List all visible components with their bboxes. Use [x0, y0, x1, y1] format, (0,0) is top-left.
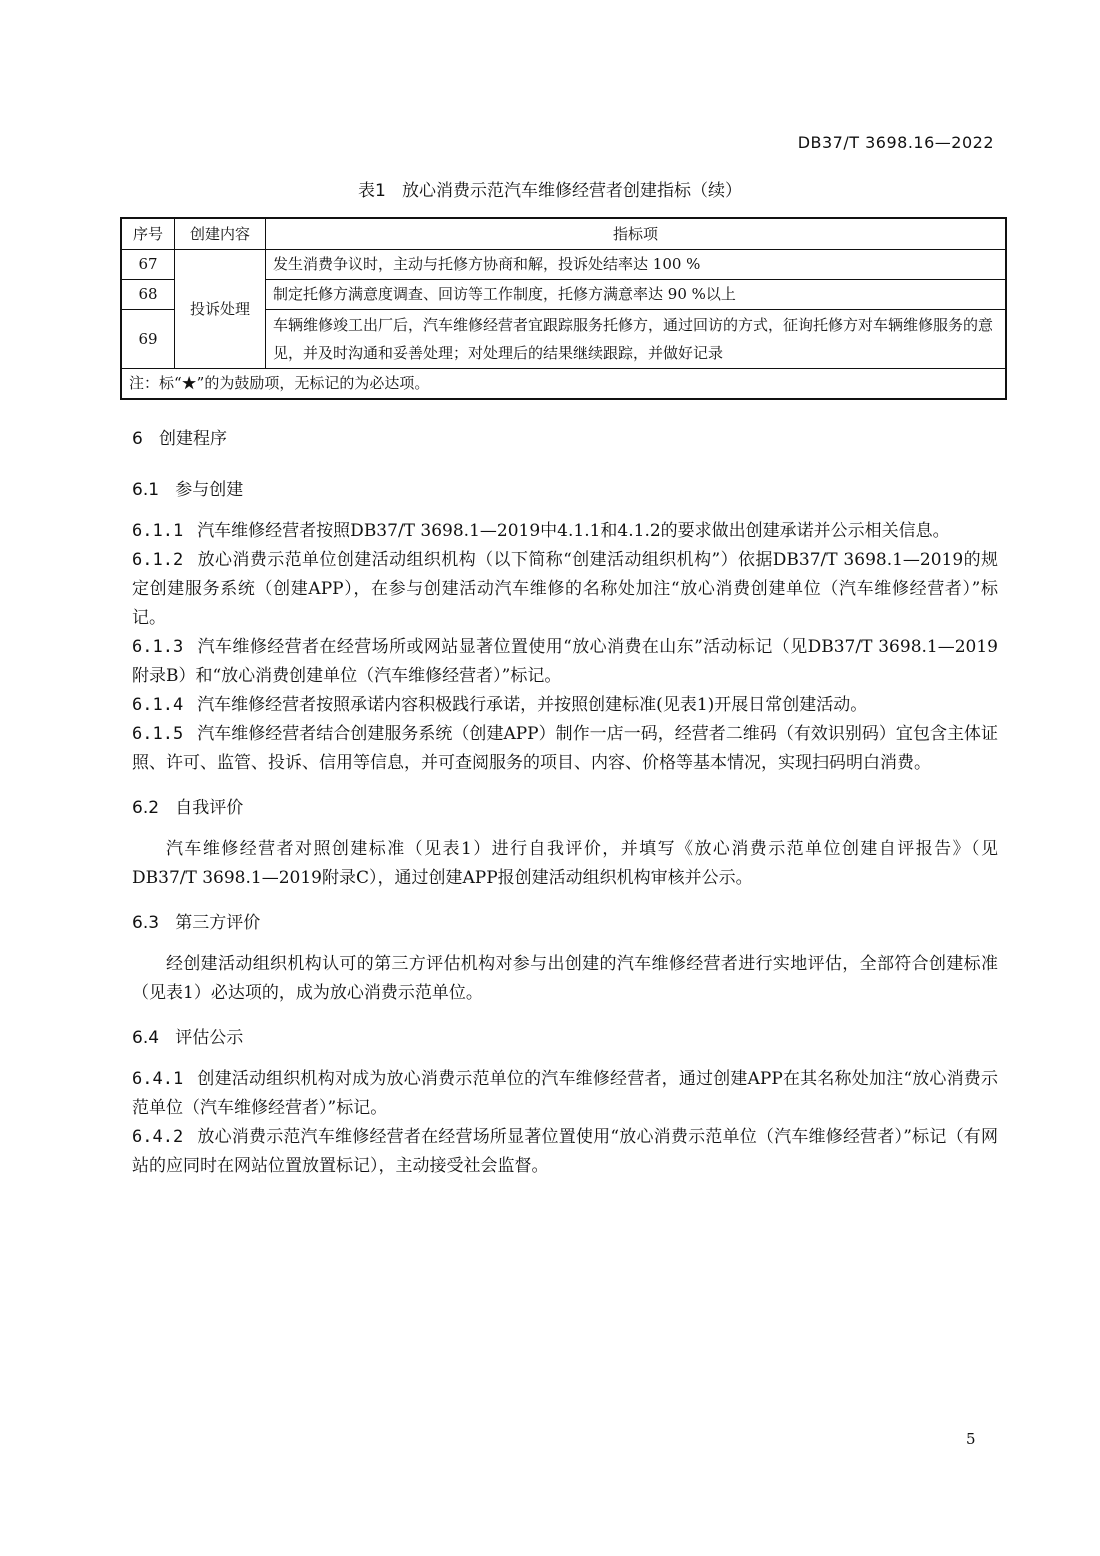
section-heading-6-4: 6.4 评估公示	[132, 1028, 244, 1048]
clause-6-4-2	[132, 1123, 998, 1181]
clause-text: 汽车维修经营者在经营场所或网站显著位置使用“放心消费在山东”活动标记（见DB37/T 3698.1—2019附录B）和“放心消费创建单位（汽车维修经营者）”标记。	[132, 637, 998, 686]
main-content	[132, 425, 998, 1181]
clause-text: 放心消费示范单位创建活动组织机构（以下简称“创建活动组织机构”）依据DB37/T 3698.1—2019的规定创建服务系统（创建APP），在参与创建活动汽车维修的名称处加注“放心消费创建单位（汽车维修经营者）”标记。	[132, 550, 998, 628]
section-heading-6-2: 6.2 自我评价	[132, 798, 244, 818]
clause-number: 6.4.1	[132, 1069, 184, 1089]
col-header-content: 创建内容	[175, 218, 266, 250]
col-header-indicator: 指标项	[266, 218, 1007, 250]
table-note-row	[121, 369, 1006, 400]
clause-text: 汽车维修经营者按照DB37/T 3698.1—2019中4.1.1和4.1.2的要求做出创建承诺并公示相关信息。	[197, 521, 950, 541]
table-row	[121, 250, 1006, 280]
clause-6-1-5	[132, 720, 998, 778]
indicator-text: 车辆维修竣工出厂后，汽车维修经营者宜跟踪服务托修方，通过回访的方式，征询托修方对车辆维修服务的意见，并及时沟通和妥善处理；对处理后的结果继续跟踪，并做好记录	[266, 310, 1007, 369]
clause-6-1-2	[132, 546, 998, 633]
clause-number: 6.1.5	[132, 724, 184, 744]
clause-number: 6.1.3	[132, 637, 184, 657]
section-heading-6: 6 创建程序	[132, 429, 228, 449]
table-header-row	[121, 218, 1006, 250]
clause-6-1-1	[132, 517, 998, 546]
clause-number: 6.1.2	[132, 550, 184, 570]
paragraph-6-3: 经创建活动组织机构认可的第三方评估机构对参与出创建的汽车维修经营者进行实地评估，全部符合创建标准（见表1）必达项的，成为放心消费示范单位。	[132, 954, 998, 1003]
clause-6-1-3	[132, 633, 998, 691]
section-heading-6-3: 6.3 第三方评价	[132, 913, 261, 933]
clause-6-1-4	[132, 691, 998, 720]
page-number: 5	[966, 1430, 976, 1448]
indicator-table	[120, 217, 1007, 400]
clause-text: 创建活动组织机构对成为放心消费示范单位的汽车维修经营者，通过创建APP在其名称处加注“放心消费示范单位（汽车维修经营者）”标记。	[132, 1069, 998, 1118]
indicator-text: 发生消费争议时，主动与托修方协商和解，投诉处结率达 100 %	[266, 250, 1007, 280]
clause-text: 汽车维修经营者结合创建服务系统（创建APP）制作一店一码，经营者二维码（有效识别码）宜包含主体证照、许可、监管、投诉、信用等信息，并可查阅服务的项目、内容、价格等基本情况，实现扫码明白消费。	[132, 724, 998, 773]
row-number: 69	[121, 310, 175, 369]
clause-number: 6.4.2	[132, 1127, 184, 1147]
clause-6-4-1	[132, 1065, 998, 1123]
row-number: 67	[121, 250, 175, 280]
document-code: DB37/T 3698.16—2022	[797, 133, 994, 152]
col-header-number: 序号	[121, 218, 175, 250]
table-title: 表1 放心消费示范汽车维修经营者创建指标（续）	[357, 181, 743, 201]
paragraph-6-2: 汽车维修经营者对照创建标准（见表1）进行自我评价，并填写《放心消费示范单位创建自评报告》（见DB37/T 3698.1—2019附录C），通过创建APP报创建活动组织机构审核并公示。	[132, 839, 998, 888]
section-heading-6-1: 6.1 参与创建	[132, 480, 244, 500]
clause-number: 6.1.1	[132, 521, 184, 541]
row-number: 68	[121, 280, 175, 310]
indicator-text: 制定托修方满意度调查、回访等工作制度，托修方满意率达 90 %以上	[266, 280, 1007, 310]
category-cell: 投诉处理	[175, 250, 266, 369]
clause-text: 汽车维修经营者按照承诺内容积极践行承诺，并按照创建标准(见表1)开展日常创建活动。	[197, 695, 868, 715]
table-note: 注：标“★”的为鼓励项，无标记的为必达项。	[121, 369, 1006, 400]
clause-text: 放心消费示范汽车维修经营者在经营场所显著位置使用“放心消费示范单位（汽车维修经营者）”标记（有网站的应同时在网站位置放置标记），主动接受社会监督。	[132, 1127, 998, 1176]
clause-number: 6.1.4	[132, 695, 184, 715]
